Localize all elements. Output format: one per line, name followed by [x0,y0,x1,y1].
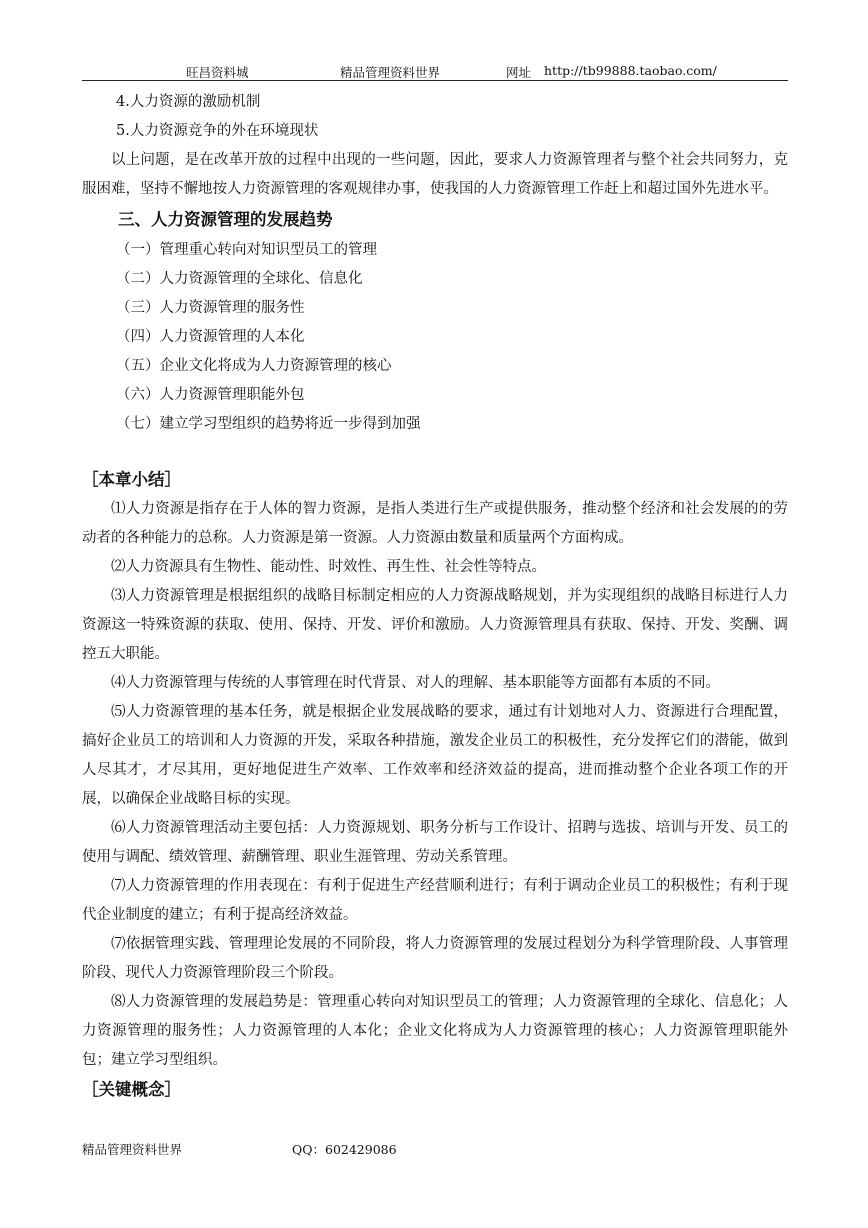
page-header [82,60,788,82]
header-url-label: 网址 [506,65,532,80]
list-item: 4.人力资源的激励机制 [116,94,261,110]
summary-paragraph: ⑹人力资源管理活动主要包括：人力资源规划、职务分析与工作设计、招聘与选拔、培训与开发、员工的使用与调配、绩效管理、薪酬管理、职业生涯管理、劳动关系管理。 [82,820,788,865]
section-heading: 三、人力资源管理的发展趋势 [118,210,333,229]
page-content [82,88,788,1103]
trend-item: （四）人力资源管理的人本化 [116,329,305,345]
summary-paragraph: ⑶人力资源管理是根据组织的战略目标制定相应的人力资源战略规划，并为实现组织的战略目标进行人力资源这一特殊资源的获取、使用、保持、开发、评价和激励。人力资源管理具有获取、保持、开发、奖酬、调控五大职能。 [82,588,788,662]
summary-heading: ［本章小结］ [82,470,181,489]
trend-item: （一）管理重心转向对知识型员工的管理 [116,242,377,258]
footer-qq: QQ：602429086 [292,1142,397,1157]
paragraph: 以上问题，是在改革开放的过程中出现的一些问题，因此，要求人力资源管理者与整个社会共同努力，克服困难，坚持不懈地按人力资源管理的客观规律办事，使我国的人力资源管理工作赶上和超过国外先进水平。 [82,152,788,197]
summary-paragraph: ⑷人力资源管理与传统的人事管理在时代背景、对人的理解、基本职能等方面都有本质的不同。 [111,675,720,691]
key-concepts-heading: ［关键概念］ [82,1080,181,1099]
footer-title: 精品管理资料世界 [82,1142,183,1157]
header-divider [82,80,788,81]
trend-item: （五）企业文化将成为人力资源管理的核心 [116,358,392,374]
summary-paragraph: ⑴人力资源是指存在于人体的智力资源，是指人类进行生产或提供服务，推动整个经济和社会发展的的劳动者的各种能力的总称。人力资源是第一资源。人力资源由数量和质量两个方面构成。 [82,501,788,546]
header-url-link[interactable]: http://tb99888.taobao.com/ [544,63,717,78]
summary-paragraph: ⑵人力资源具有生物性、能动性、时效性、再生性、社会性等特点。 [111,559,546,575]
trend-item: （二）人力资源管理的全球化、信息化 [116,271,363,287]
header-shop-name: 旺昌资料城 [186,65,249,80]
summary-paragraph: ⑻人力资源管理的发展趋势是：管理重心转向对知识型员工的管理；人力资源管理的全球化、信息化；人力资源管理的服务性；人力资源管理的人本化；企业文化将成为人力资源管理的核心；人力资源管理职能外包；建立学习型组织。 [82,994,788,1068]
list-item: 5.人力资源竞争的外在环境现状 [116,123,319,139]
trend-item: （六）人力资源管理职能外包 [116,387,305,403]
summary-paragraph: ⑺依据管理实践、管理理论发展的不同阶段，将人力资源管理的发展过程划分为科学管理阶段、人事管理阶段、现代人力资源管理阶段三个阶段。 [82,936,788,981]
trend-item: （七）建立学习型组织的趋势将近一步得到加强 [116,416,421,432]
trend-item: （三）人力资源管理的服务性 [116,300,305,316]
summary-paragraph: ⑺人力资源管理的作用表现在：有利于促进生产经营顺利进行；有利于调动企业员工的积极性；有利于现代企业制度的建立；有利于提高经济效益。 [82,878,788,923]
header-title: 精品管理资料世界 [340,65,441,80]
summary-paragraph: ⑸人力资源管理的基本任务，就是根据企业发展战略的要求，通过有计划地对人力、资源进行合理配置，搞好企业员工的培训和人力资源的开发，采取各种措施，激发企业员工的积极性，充分发挥它们的潜能，做到人尽其才，才尽其用，更好地促进生产效率、工作效率和经济效益的提高，进而推动整个企业各项工作的开展，以确保企业战略目标的实现。 [82,704,788,807]
